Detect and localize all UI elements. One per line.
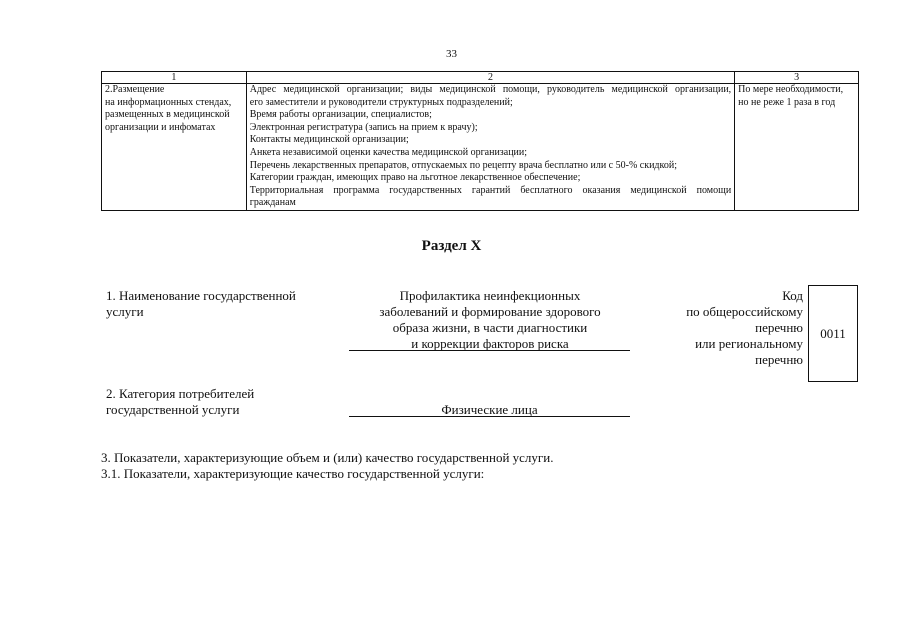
cell-text-line: на информационных стендах, [105,96,232,108]
cell-text-line: По мере необходимости, [738,84,844,95]
label-line: 2. Категория потребителей [106,386,255,401]
placement-method-cell [102,84,247,211]
service-name-label [106,288,296,320]
consumer-category-label [106,386,254,418]
table-header-cell: 1 [102,72,247,84]
service-name-value [340,288,640,352]
value-line: заболеваний и формирование здорового [379,304,601,319]
information-content-cell [246,84,734,211]
update-frequency-cell [735,84,859,211]
service-code-value: 0011 [820,325,846,341]
cell-text-line: организации и инфоматах [105,121,216,133]
cell-text-line: его заместители и руководители структурных подразделений; [249,96,513,108]
service-code-box [808,285,858,382]
consumer-category-underline [349,416,630,417]
label-line: Код [782,288,803,303]
table-header-cell: 2 [246,72,734,84]
cell-text-line: но не реже 1 раза в год [738,96,836,108]
label-line: по общероссийскому [686,304,803,319]
indicators-heading: 3. Показатели, характеризующие объем и (или) качество государственной услуги. [101,450,554,465]
cell-text-line: Категории граждан, имеющих право на льготное лекарственное обеспечение; [249,172,581,184]
cell-text-line: гражданам [249,197,296,209]
code-label [650,288,803,368]
table-header-row [102,72,859,84]
label-line: перечню [755,320,803,335]
value-line: Профилактика неинфекционных [399,288,581,303]
table-row [102,84,859,211]
label-line: или региональному [695,336,803,351]
services-info-table [101,71,859,211]
section-title: Раздел X [421,238,482,254]
page-number: 33 [446,48,457,60]
table-header-cell: 3 [735,72,859,84]
cell-text-line: размещенных в медицинской [105,109,230,121]
cell-text-line: Адрес медицинской организации; виды медицинской помощи, руководитель медицинской организации, [249,84,732,95]
service-name-underline [349,350,630,351]
cell-text-line: Электронная регистратура (запись на прием к врачу); [249,121,478,133]
value-line: и коррекции факторов риска [411,336,569,351]
label-line: услуги [106,304,144,319]
consumer-category-value: Физические лица [441,402,538,417]
cell-text-line: Перечень лекарственных препаратов, отпускаемых по рецепту врача бесплатно или с 50-% скидкой; [249,159,677,171]
cell-text-line: Анкета независимой оценки качества медицинской организации; [249,146,528,158]
cell-text-line: 2.Размещение [105,84,165,95]
cell-text-line: Время работы организации, специалистов; [249,109,432,121]
label-line: перечню [755,352,803,367]
label-line: 1. Наименование государственной [106,288,296,303]
cell-text-line: Контакты медицинской организации; [249,134,409,146]
value-line: образа жизни, в части диагностики [392,320,588,335]
label-line: государственной услуги [106,402,240,417]
cell-text-line: Территориальная программа государственных гарантий бесплатного оказания медицинской помощи [249,184,732,196]
quality-indicators-heading: 3.1. Показатели, характеризующие качество государственной услуги: [101,466,485,481]
